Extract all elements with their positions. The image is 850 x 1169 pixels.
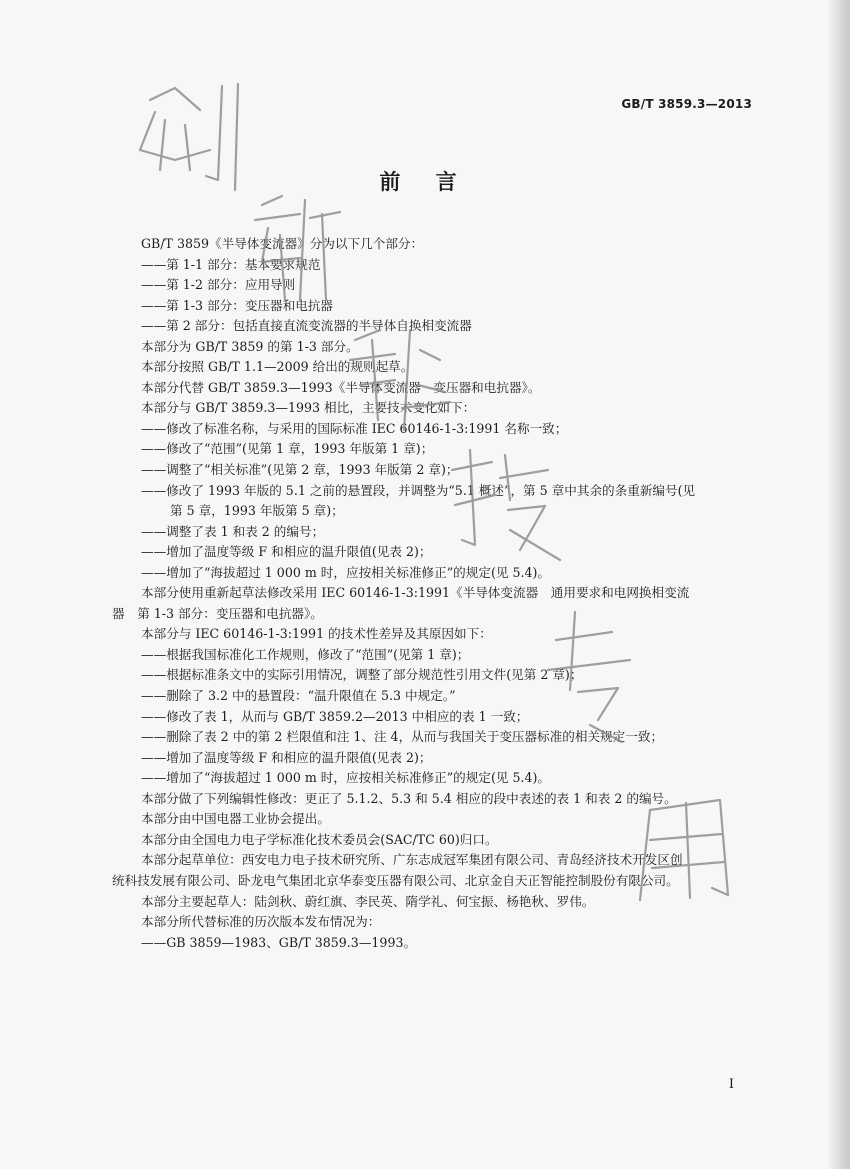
page-title: 前 言 — [379, 170, 471, 194]
paragraph-line: ——修改了“范围”(见第 1 章，1993 年版第 1 章)； — [141, 441, 434, 457]
paragraph-line: ——根据我国标准化工作规则，修改了“范围”(见第 1 章)； — [141, 646, 470, 662]
paragraph-line: ——增加了温度等级 F 和相应的温升限值(见表 2)； — [141, 749, 432, 765]
paragraph-line: ——调整了表 1 和表 2 的编号； — [141, 523, 325, 539]
page-number: I — [728, 1077, 734, 1092]
paragraph-line: 本部分主要起草人：陆剑秋、蔚红旗、李民英、隋学礼、何宝振、杨艳秋、罗伟。 — [141, 893, 595, 909]
paragraph-line: 本部分按照 GB/T 1.1—2009 给出的规则起草。 — [141, 359, 414, 375]
paragraph-line: 本部分使用重新起草法修改采用 IEC 60146-1-3:1991《半导体变流器 通用要求和电网换相变流 — [141, 585, 690, 601]
paragraph-line: 本部分起草单位：西安电力电子技术研究所、广东志成冠军集团有限公司、青岛经济技术开发区创 — [141, 852, 683, 868]
paragraph-line: ——删除了表 2 中的第 2 栏限值和注 1、注 4，从而与我国关于变压器标准的相关规定一致； — [141, 729, 664, 745]
paragraph-line: 统科技发展有限公司、卧龙电气集团北京华泰变压器有限公司、北京金自天正智能控制股份有限公司。 — [112, 872, 679, 888]
paragraph-line: 本部分由全国电力电子学标准化技术委员会(SAC/TC 60)归口。 — [141, 831, 498, 847]
paragraph-line: ——调整了“相关标准”(见第 2 章，1993 年版第 2 章)； — [141, 462, 459, 478]
paragraph-line: 本部分与 GB/T 3859.3—1993 相比，主要技术变化如下： — [141, 400, 476, 416]
paragraph-line: 器 第 1-3 部分：变压器和电抗器》。 — [112, 605, 323, 621]
paragraph-line: 本部分为 GB/T 3859 的第 1-3 部分。 — [141, 338, 359, 354]
paragraph-line: 本部分做了下列编辑性修改：更正了 5.1.2、5.3 和 5.4 相应的段中表述的表 1 和表 2 的编号。 — [141, 790, 677, 806]
paragraph-line: ——第 1-1 部分：基本要求规范 — [141, 256, 321, 272]
paragraph-line: GB/T 3859《半导体变流器》分为以下几个部分： — [141, 236, 424, 251]
paragraph-line: ——修改了 1993 年版的 5.1 之前的悬置段，并调整为“5.1 概述”，第 5 章中其余的条重新编号(见 — [141, 482, 696, 498]
paragraph-line: 本部分代替 GB/T 3859.3—1993《半导体变流器 变压器和电抗器》。 — [141, 379, 541, 395]
paragraph-line: ——增加了温度等级 F 和相应的温升限值(见表 2)； — [141, 544, 432, 560]
foreword-body — [112, 234, 752, 953]
paragraph-line: ——删除了 3.2 中的悬置段：“温升限值在 5.3 中规定。” — [141, 688, 456, 704]
paragraph-line: ——第 1-3 部分：变压器和电抗器 — [141, 297, 334, 313]
paragraph-line: ——GB 3859—1983、GB/T 3859.3—1993。 — [141, 934, 417, 950]
paragraph-line: ——增加了“海拔超过 1 000 m 时，应按相关标准修正”的规定(见 5.4)。 — [141, 770, 550, 786]
paragraph-line: 本部分由中国电器工业协会提出。 — [141, 811, 330, 827]
document-number: GB/T 3859.3—2013 — [621, 97, 752, 111]
paragraph-line: 本部分与 IEC 60146-1-3:1991 的技术性差异及其原因如下： — [141, 626, 492, 642]
paragraph-line: ——根据标准条文中的实际引用情况，调整了部分规范性引用文件(见第 2 章)； — [141, 667, 583, 683]
paragraph-line: ——第 1-2 部分：应用导则 — [141, 277, 296, 293]
paragraph-line: 本部分所代替标准的历次版本发布情况为： — [141, 914, 381, 930]
paragraph-line: 第 5 章，1993 年版第 5 章)； — [170, 503, 344, 519]
paragraph-line: ——修改了标准名称，与采用的国际标准 IEC 60146-1-3:1991 名称一致； — [141, 420, 568, 436]
paragraph-line: ——增加了“海拔超过 1 000 m 时，应按相关标准修正”的规定(见 5.4)。 — [141, 564, 550, 580]
paragraph-line: ——第 2 部分：包括直接直流变流器的半导体自换相变流器 — [141, 318, 472, 334]
paragraph-line: ——修改了表 1，从而与 GB/T 3859.2—2013 中相应的表 1 一致； — [141, 708, 529, 724]
